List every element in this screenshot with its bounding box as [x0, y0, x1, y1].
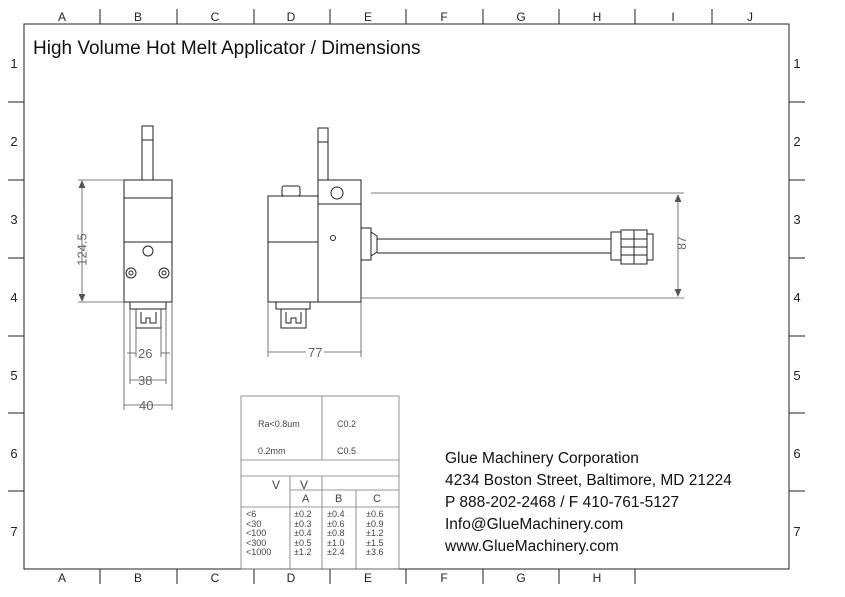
zone-col-h-top: H: [592, 10, 602, 24]
spec-header-a: A: [302, 493, 310, 505]
zone-col-b-bottom: B: [133, 571, 142, 585]
spec-range: <30: [246, 518, 262, 529]
zone-col-f-top: F: [440, 10, 448, 24]
zone-row-5-right: 5: [793, 368, 801, 383]
zone-row-7-right: 7: [793, 524, 801, 539]
zone-ticks-top: [100, 9, 712, 24]
zone-col-g-bottom: G: [516, 571, 526, 585]
spec-tol-b: ±0.4: [327, 509, 345, 519]
zone-row-4-right: 4: [793, 290, 801, 305]
dim-width-40-label: 40: [139, 398, 154, 413]
dim-width-38-label: 38: [138, 373, 153, 388]
spec-col-c: [366, 510, 383, 558]
zone-col-b-top: B: [133, 10, 142, 24]
spec-col-b: [327, 510, 344, 558]
spec-roughness: Ra<0.8um: [258, 419, 300, 429]
zone-row-6-left: 6: [10, 446, 18, 461]
dim-width-26-label: 26: [138, 346, 153, 361]
dim-height-label: 124.5: [74, 233, 90, 266]
spec-tol-c: ±1.5: [366, 537, 384, 548]
zone-col-j-top: J: [747, 10, 753, 24]
side-view-dimensions: [268, 193, 684, 357]
zone-row-1-right: 1: [793, 56, 801, 71]
zone-col-e-bottom: E: [363, 571, 372, 585]
spec-size-1: 0.2mm: [258, 446, 286, 456]
spec-finish-symbol-1: V: [272, 478, 281, 492]
spec-tol-b: ±0.8: [327, 528, 345, 539]
zone-row-2-left: 2: [10, 134, 18, 149]
spec-tol-c: ±0.9: [366, 518, 384, 529]
spec-finish-symbol-2: V: [300, 478, 309, 492]
zone-row-7-left: 7: [10, 524, 18, 539]
zone-col-c-top: C: [210, 10, 220, 24]
spec-ranges: [246, 510, 271, 558]
zone-row-1-left: 1: [10, 56, 18, 71]
zone-row-3-left: 3: [10, 212, 18, 227]
spec-col-a: [294, 510, 311, 558]
zone-col-d-bottom: D: [286, 571, 296, 585]
spec-header-b: B: [335, 493, 343, 505]
spec-chamfer-2: C0.5: [337, 446, 357, 456]
spec-tol-c: ±3.6: [366, 547, 384, 558]
front-view-dimensions: [78, 180, 172, 410]
spec-tol-c: ±0.6: [366, 509, 384, 519]
spec-tol-c: ±1.2: [366, 528, 384, 539]
company-address: 4234 Boston Street, Baltimore, MD 21224: [445, 472, 732, 489]
spec-range: <1000: [246, 547, 272, 558]
zone-row-5-left: 5: [10, 368, 18, 383]
spec-range: <300: [246, 537, 267, 548]
spec-tol-a: ±0.5: [294, 537, 312, 548]
drawing-title: High Volume Hot Melt Applicator / Dimensions: [33, 38, 421, 59]
zone-row-4-left: 4: [10, 290, 18, 305]
dim-height-87-label: 87: [675, 236, 689, 250]
spec-tol-a: ±0.2: [294, 509, 312, 519]
front-view: [124, 126, 172, 328]
spec-tol-b: ±1.0: [327, 537, 345, 548]
zone-col-h-bottom: H: [592, 571, 602, 585]
spec-tol-a: ±0.3: [294, 518, 312, 529]
company-info: [445, 448, 732, 558]
spec-tol-b: ±2.4: [327, 547, 345, 558]
company-phone: P 888-202-2468 / F 410-761-5127: [445, 494, 680, 511]
spec-tol-a: ±1.2: [294, 547, 312, 558]
zone-col-a-top: A: [57, 10, 66, 24]
zone-row-3-right: 3: [793, 212, 801, 227]
zone-col-a-bottom: A: [57, 571, 66, 585]
zone-col-i-top: I: [671, 10, 675, 24]
spec-header-c: C: [373, 493, 381, 505]
zone-row-6-right: 6: [793, 446, 801, 461]
zone-row-2-right: 2: [793, 134, 801, 149]
company-name: Glue Machinery Corporation: [445, 450, 639, 467]
company-email[interactable]: Info@GlueMachinery.com: [445, 516, 624, 533]
company-website[interactable]: www.GlueMachinery.com: [445, 538, 619, 555]
spec-chamfer-1: C0.2: [337, 419, 357, 429]
spec-tol-b: ±0.6: [327, 518, 345, 529]
spec-tol-a: ±0.4: [294, 528, 312, 539]
zone-col-g-top: G: [516, 10, 526, 24]
spec-range: <6: [246, 509, 257, 519]
zone-col-f-bottom: F: [440, 571, 448, 585]
zone-col-d-top: D: [286, 10, 296, 24]
spec-range: <100: [246, 528, 267, 539]
dim-depth-77-label: 77: [308, 345, 323, 360]
zone-col-e-top: E: [363, 10, 372, 24]
zone-col-c-bottom: C: [210, 571, 220, 585]
